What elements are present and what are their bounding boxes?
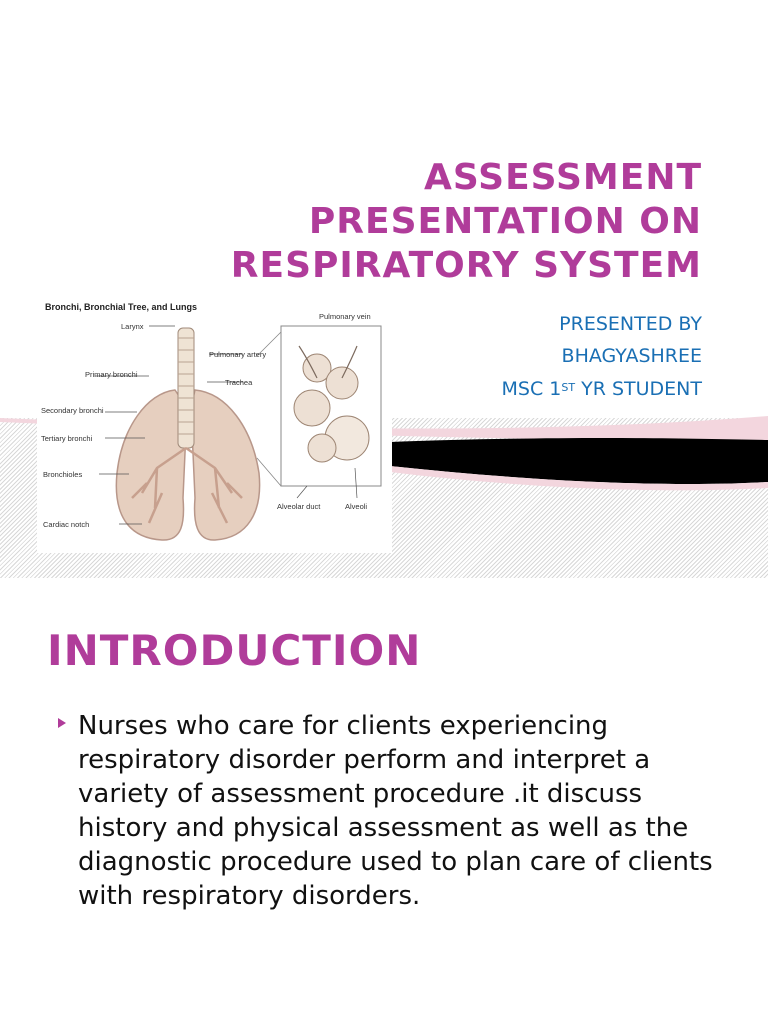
lungs-illustration bbox=[37, 298, 392, 553]
label-trachea: Trachea bbox=[225, 378, 253, 387]
label-cardiac-notch: Cardiac notch bbox=[43, 520, 90, 529]
label-tertiary-bronchi: Tertiary bronchi bbox=[41, 434, 93, 443]
presenter-name: BHAGYASHREE bbox=[561, 345, 702, 367]
label-pulmonary-vein: Pulmonary vein bbox=[319, 312, 371, 321]
label-primary-bronchi: Primary bronchi bbox=[85, 370, 138, 379]
label-bronchioles: Bronchioles bbox=[43, 470, 83, 479]
label-secondary-bronchi: Secondary bronchi bbox=[41, 406, 104, 415]
course-prefix: MSC 1 bbox=[501, 378, 562, 400]
intro-heading: INTRODUCTION bbox=[47, 626, 422, 675]
presented-by: PRESENTED BY bbox=[559, 313, 702, 335]
slide-title bbox=[102, 156, 702, 288]
title-line-1: ASSESSMENT bbox=[423, 157, 702, 198]
lungs-diagram bbox=[37, 298, 392, 553]
label-pulmonary-artery: Pulmonary artery bbox=[209, 350, 267, 359]
course-superscript: ST bbox=[561, 381, 576, 394]
title-line-2: PRESENTATION ON bbox=[308, 201, 702, 242]
course-suffix: YR STUDENT bbox=[575, 378, 702, 400]
label-alveolar-duct: Alveolar duct bbox=[277, 502, 321, 511]
label-larynx: Larynx bbox=[121, 322, 144, 331]
introduction-slide bbox=[0, 578, 768, 1024]
figure-title: Bronchi, Bronchial Tree, and Lungs bbox=[45, 302, 198, 312]
bullet-arrow-icon bbox=[58, 718, 66, 728]
title-line-3: RESPIRATORY SYSTEM bbox=[230, 245, 702, 286]
bullet-text: Nurses who care for clients experiencing respiratory disorder perform and interpret a variety of assessment procedure .it discuss history and physical assessment as well as the diagnostic procedure used to plan care of clients with respiratory disorders. bbox=[78, 711, 713, 911]
bullet-item bbox=[58, 709, 738, 913]
label-alveoli: Alveoli bbox=[345, 502, 368, 511]
